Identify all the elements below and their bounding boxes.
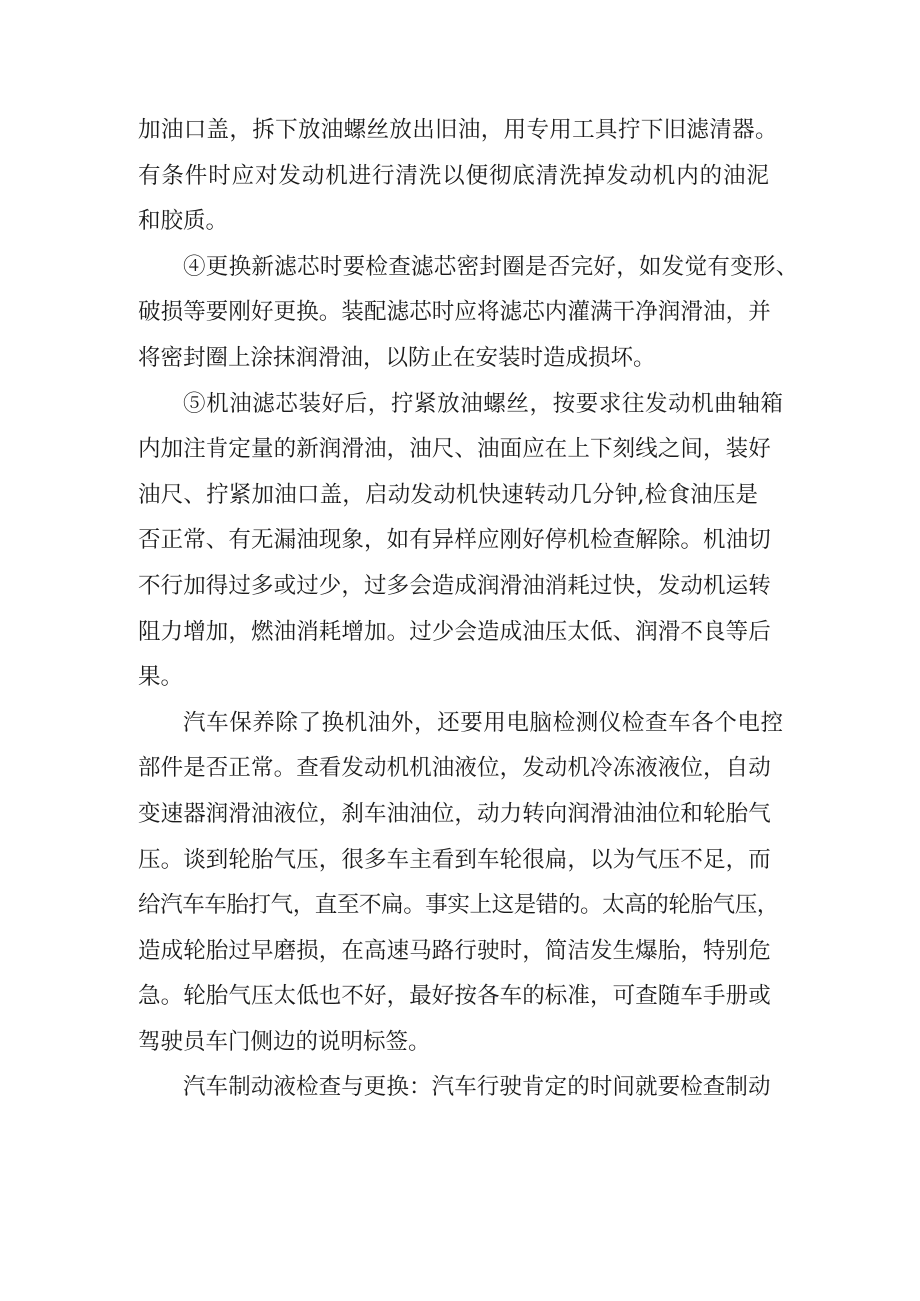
paragraph-brake-fluid <box>138 1065 786 1111</box>
text-line: 急。轮胎气压太低也不好，最好按各车的标准，可查随车手册或 <box>138 983 771 1010</box>
text-line: 压。谈到轮胎气压，很多车主看到车轮很扁，以为气压不足，而 <box>138 846 771 873</box>
text-line: ④更换新滤芯时要检查滤芯密封圈是否完好，如发觉有变形、 <box>183 253 799 280</box>
text-line: 油尺、拧紧加油口盖，启动发动机快速转动几分钟,检食油压是 <box>138 481 759 508</box>
text-line: 果。 <box>138 664 184 691</box>
text-line: 汽车保养除了换机油外，还要用电脑检测仪检查车各个电控 <box>183 709 784 736</box>
text-line: 和胶质。 <box>138 208 229 235</box>
text-line: 破损等要刚好更换。装配滤芯时应将滤芯内灌满干净润滑油，并 <box>138 299 771 326</box>
text-line: 造成轮胎过早磨损，在高速马路行驶时，简洁发生爆胎，特别危 <box>138 937 771 964</box>
text-line: 将密封圈上涂抹润滑油，以防止在安装时造成损坏。 <box>138 344 656 371</box>
text-line: 否正常、有无漏油现象，如有异样应刚好停机检查解除。机油切 <box>138 527 771 554</box>
text-line: 给汽车车胎打气，直至不扁。事实上这是错的。太高的轮胎气压， <box>138 892 779 919</box>
paragraph-maintenance-check <box>138 701 786 1066</box>
text-line: 阻力增加，燃油消耗增加。过少会造成油压太低、润滑不良等后 <box>138 618 771 645</box>
paragraph-oil-drain <box>138 108 786 245</box>
text-line: 变速器润滑油液位，刹车油油位，动力转向润滑油油位和轮胎气 <box>138 800 771 827</box>
text-line: 不行加得过多或过少，过多会造成润滑油消耗过快，发动机运转 <box>138 572 771 599</box>
text-line: 汽车制动液检查与更换：汽车行驶肯定的时间就要检查制动 <box>183 1074 771 1101</box>
text-line: 驾驶员车门侧边的说明标签。 <box>138 1028 431 1055</box>
paragraph-oil-fill <box>138 382 786 701</box>
text-line: 有条件时应对发动机进行清洗以便彻底清洗掉发动机内的油泥 <box>138 162 770 189</box>
text-line: 内加注肯定量的新润滑油，油尺、油面应在上下刻线之间，装好 <box>138 436 771 463</box>
text-line: 部件是否正常。查看发动机机油液位，发动机冷冻液液位，自动 <box>138 755 771 782</box>
paragraph-filter-replace <box>138 245 799 382</box>
text-line: 加油口盖，拆下放油螺丝放出旧油，用专用工具拧下旧滤清器。 <box>138 117 778 143</box>
text-line: ⑤机油滤芯装好后，拧紧放油螺丝，按要求往发动机曲轴箱 <box>183 390 784 417</box>
document-body <box>138 108 799 1111</box>
